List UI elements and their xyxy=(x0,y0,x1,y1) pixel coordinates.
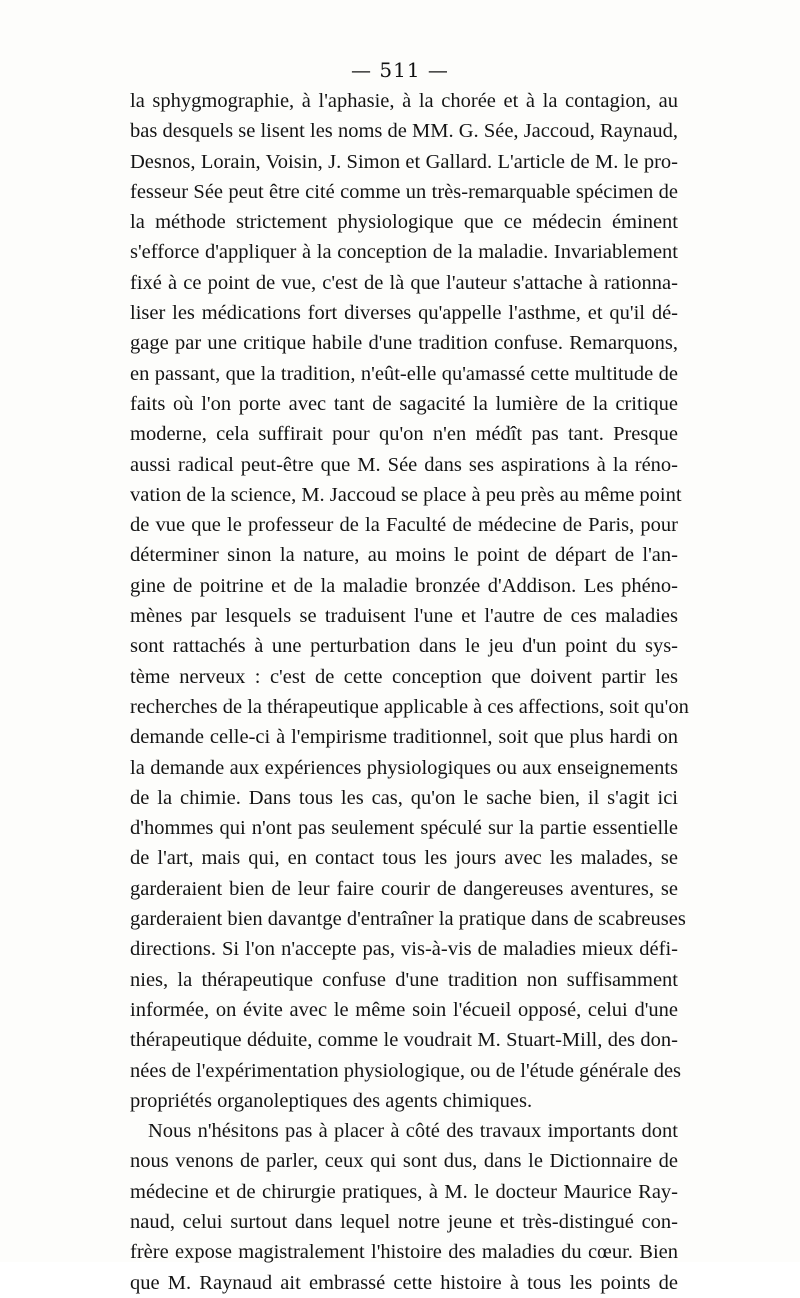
text-line: que M. Raynaud ait embrassé cette histoire à tous les points de xyxy=(130,1271,678,1294)
text-line: nées de l'expérimentation physiologique, ou de l'étude générale des xyxy=(130,1059,682,1082)
text-line: médecine et de chirurgie pratiques, à M. le docteur Maurice Ray- xyxy=(130,1180,678,1203)
text-line: moderne, cela suffirait pour qu'on n'en médît pas tant. Presque xyxy=(130,423,678,446)
text-line: gage par une critique habile d'une tradition confuse. Remarquons, xyxy=(130,332,678,355)
text-line: thérapeutique déduite, comme le voudrait M. Stuart-Mill, des don- xyxy=(130,1029,678,1052)
text-line: demande celle-ci à l'empirisme traditionnel, soit que plus hardi on xyxy=(130,726,678,749)
text-line: Desnos, Lorain, Voisin, J. Simon et Gallard. L'article de M. le pro- xyxy=(130,150,678,173)
text-line: la sphygmographie, à l'aphasie, à la chorée et à la contagion, au xyxy=(130,90,678,112)
text-line: garderaient bien davantge d'entraîner la pratique dans de scabreuses xyxy=(130,908,686,931)
paragraph-2 xyxy=(130,1116,678,1298)
text-line: d'hommes qui n'ont pas seulement spéculé sur la partie essentielle xyxy=(130,817,678,840)
text-line: gine de poitrine et de la maladie bronzée d'Addison. Les phéno- xyxy=(130,574,678,597)
text-line: naud, celui surtout dans lequel notre jeune et très-distingué con- xyxy=(130,1210,678,1233)
text-line: nous venons de parler, ceux qui sont dus, dans le Dictionnaire de xyxy=(130,1150,678,1173)
text-line: de l'art, mais qui, en contact tous les jours avec les malades, se xyxy=(130,847,678,870)
page-number: — 511 — xyxy=(351,58,449,82)
text-line: faits où l'on porte avec tant de sagacité la lumière de la critique xyxy=(130,392,678,415)
text-line: de vue que le professeur de la Faculté de médecine de Paris, pour xyxy=(130,514,678,537)
text-line: bas desquels se lisent les noms de MM. G. Sée, Jaccoud, Raynaud, xyxy=(130,120,678,143)
text-line: aussi radical peut-être que M. Sée dans ses aspirations à la réno- xyxy=(130,453,678,476)
body-text xyxy=(130,86,689,1298)
text-line: nies, la thérapeutique confuse d'une tradition non suffisamment xyxy=(130,968,678,991)
text-line: Nous n'hésitons pas à placer à côté des travaux importants dont xyxy=(148,1120,678,1143)
text-line: directions. Si l'on n'accepte pas, vis-à-vis de maladies mieux défi- xyxy=(130,938,678,961)
paragraph-1 xyxy=(130,86,689,1116)
text-line: frère expose magistralement l'histoire des maladies du cœur. Bien xyxy=(130,1241,678,1264)
text-line: s'efforce d'appliquer à la conception de la maladie. Invariablement xyxy=(130,241,678,264)
text-line: sont rattachés à une perturbation dans le jeu d'un point du sys- xyxy=(130,635,678,658)
text-line: déterminer sinon la nature, au moins le point de départ de l'an- xyxy=(130,544,678,567)
text-line: de la chimie. Dans tous les cas, qu'on le sache bien, il s'agit ici xyxy=(130,786,678,809)
text-line: la méthode strictement physiologique que ce médecin éminent xyxy=(130,211,678,234)
text-line: la demande aux expériences physiologiques ou aux enseignements xyxy=(130,756,678,779)
text-line: mènes par lesquels se traduisent l'une et l'autre de ces maladies xyxy=(130,605,678,628)
text-line: fixé à ce point de vue, c'est de là que l'auteur s'attache à rationna- xyxy=(130,271,678,294)
text-line: garderaient bien de leur faire courir de dangereuses aventures, se xyxy=(130,877,678,900)
text-line: tème nerveux : c'est de cette conception que doivent partir les xyxy=(130,665,678,688)
text-line: liser les médications fort diverses qu'appelle l'asthme, et qu'il dé- xyxy=(130,302,678,325)
text-line: en passant, que la tradition, n'eût-elle qu'amassé cette multitude de xyxy=(130,362,678,385)
text-line: fesseur Sée peut être cité comme un très-remarquable spécimen de xyxy=(130,180,678,203)
text-line: vation de la science, M. Jaccoud se place à peu près au même point xyxy=(130,483,682,506)
text-line: propriétés organoleptiques des agents chimiques. xyxy=(130,1089,533,1112)
text-line: recherches de la thérapeutique applicable à ces affections, soit qu'on xyxy=(130,695,689,718)
text-line: informée, on évite avec le même soin l'écueil opposé, celui d'une xyxy=(130,998,678,1021)
